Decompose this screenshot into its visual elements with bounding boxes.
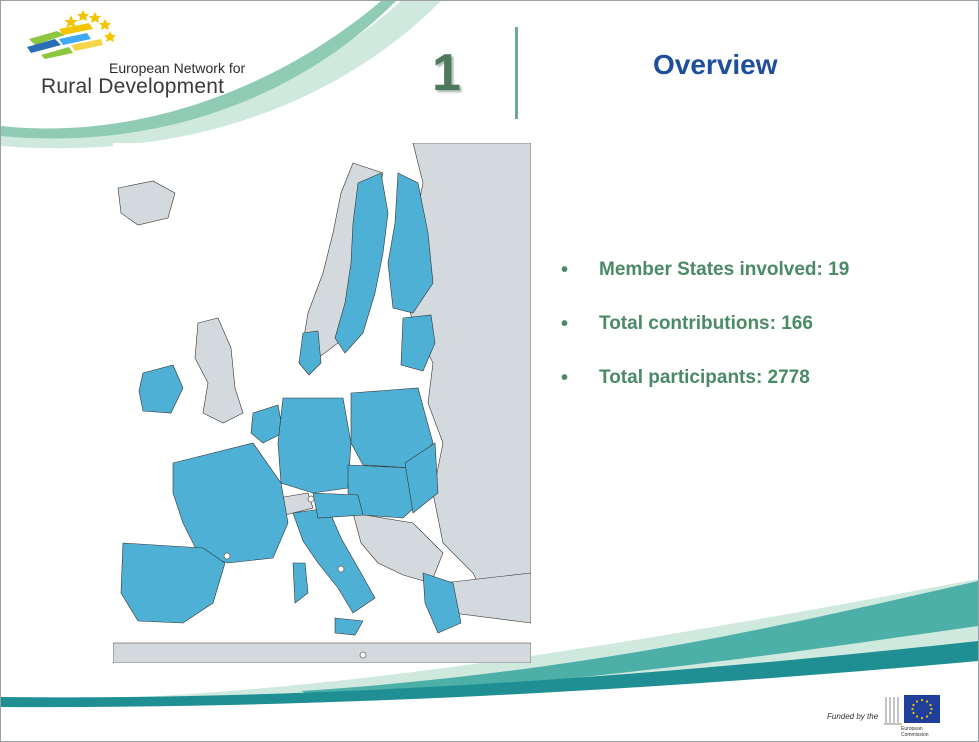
ec-label-line-1: European [901,726,923,732]
title-divider [515,27,518,119]
section-number: 1 [432,44,461,102]
stat-participants: • Total participants: 2778 [561,367,849,421]
enrd-logo [19,7,246,98]
ec-label-line-2: Commission [901,732,929,738]
slide-title: Overview [653,49,778,80]
stat-contributions: • Total contributions: 166 [561,313,849,367]
europe-map [113,143,531,663]
logo-line-1: European Network for [109,60,246,76]
funded-by-label: Funded by the [827,712,879,721]
logo-line-2: Rural Development [41,75,225,98]
stat-member-states: • Member States involved: 19 [561,259,849,313]
enrd-logo-icon [19,7,129,62]
europe-map-icon [113,143,531,663]
stats-list [561,259,849,421]
